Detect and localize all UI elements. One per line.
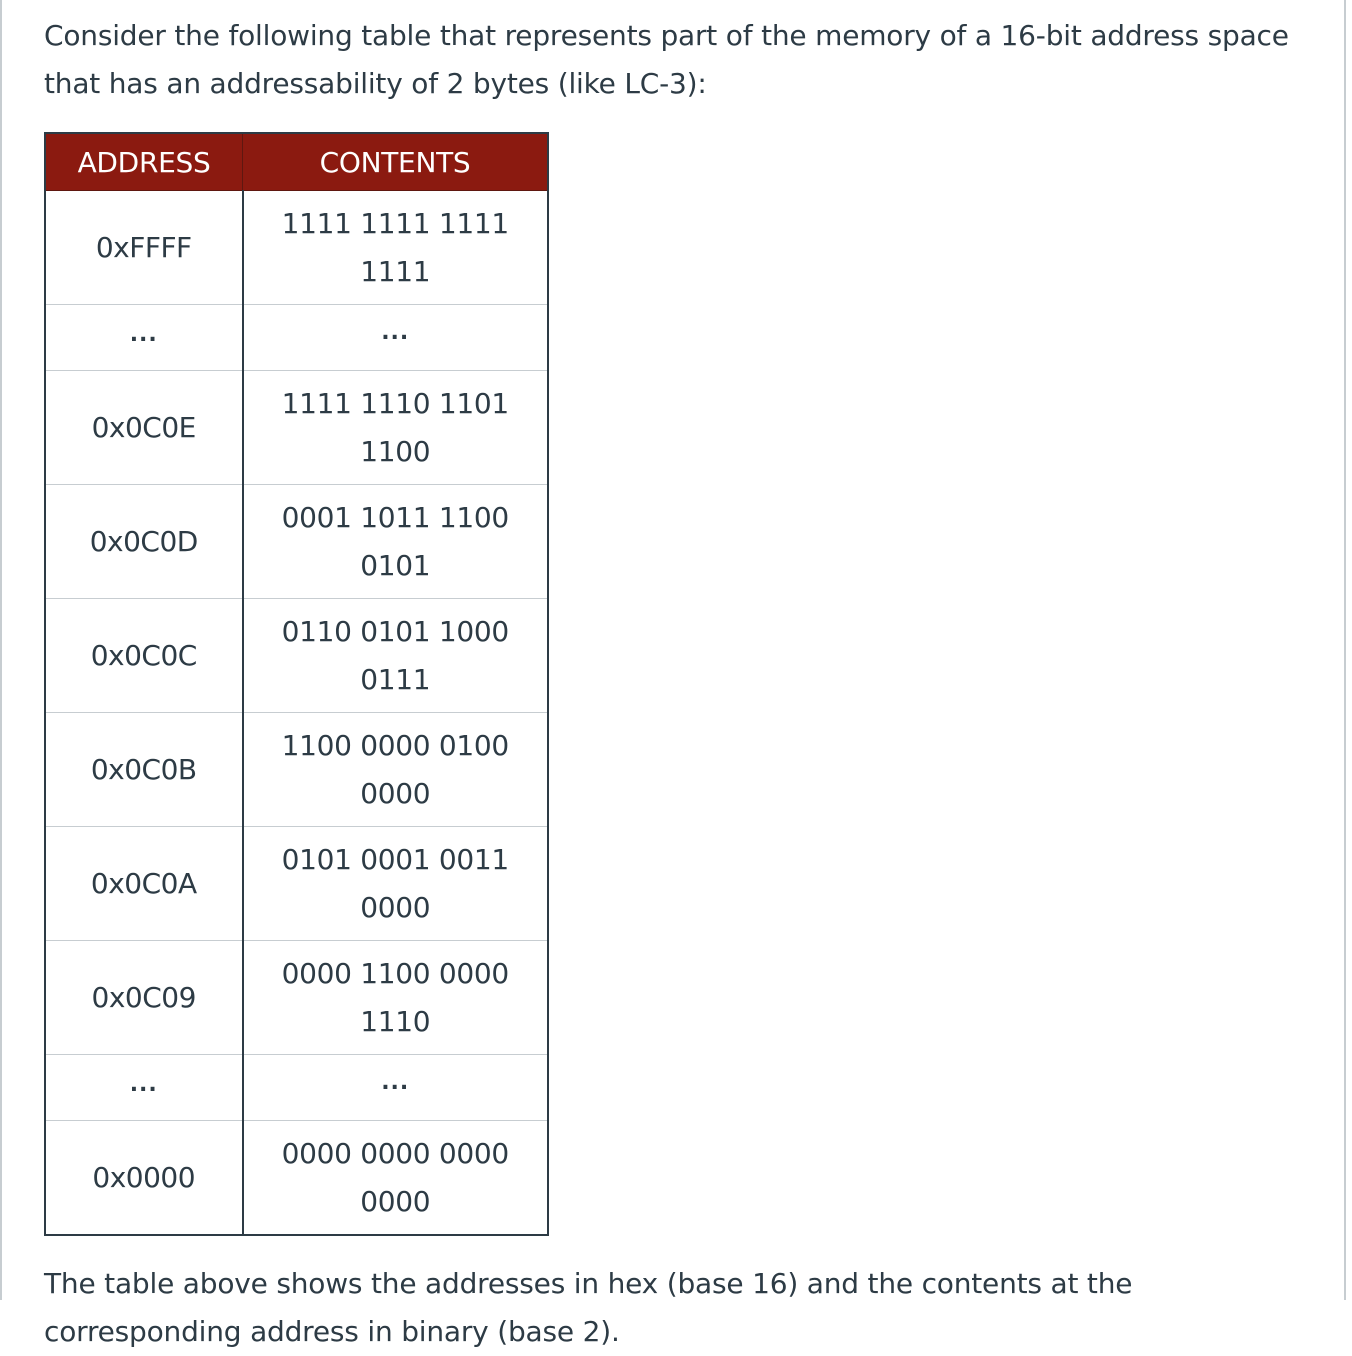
contents-cell [243, 305, 549, 371]
question-body [44, 12, 1314, 1356]
table-row [45, 599, 548, 713]
contents-cell: 0101 0001 0011 0000 [243, 827, 549, 941]
ellipsis: ... [381, 320, 410, 345]
contents-cell: 0001 1011 1100 0101 [243, 485, 549, 599]
address-cell: 0x0C0D [45, 485, 243, 599]
ellipsis: ... [129, 1072, 158, 1097]
contents-cell [243, 1055, 549, 1121]
contents-cell: 1100 0000 0100 0000 [243, 713, 549, 827]
address-cell [45, 1055, 243, 1121]
table-row-ellipsis [45, 1055, 548, 1121]
ellipsis: ... [129, 322, 158, 347]
table-row [45, 485, 548, 599]
contents-column-header: CONTENTS [243, 133, 549, 191]
table-header-row [45, 133, 548, 191]
contents-cell: 0000 0000 0000 0000 [243, 1121, 549, 1236]
outro-paragraph: The table above shows the addresses in hex (base 16) and the contents at the corresponding address in binary (base 2). [44, 1267, 1133, 1348]
address-column-header: ADDRESS [45, 133, 243, 191]
ellipsis: ... [381, 1070, 410, 1095]
table-row [45, 191, 548, 305]
address-cell: 0x0C0A [45, 827, 243, 941]
table-row [45, 713, 548, 827]
address-cell: 0x0C0C [45, 599, 243, 713]
address-cell: 0x0000 [45, 1121, 243, 1236]
address-cell: 0x0C0E [45, 371, 243, 485]
table-row [45, 371, 548, 485]
address-cell [45, 305, 243, 371]
intro-paragraph: Consider the following table that represents part of the memory of a 16-bit address space that has an addressability of 2 bytes (like LC-3): [44, 19, 1289, 100]
table-row-ellipsis [45, 305, 548, 371]
address-cell: 0x0C0B [45, 713, 243, 827]
contents-cell: 0110 0101 1000 0111 [243, 599, 549, 713]
contents-cell: 0000 1100 0000 1110 [243, 941, 549, 1055]
contents-cell: 1111 1111 1111 1111 [243, 191, 549, 305]
table-row [45, 827, 548, 941]
address-cell: 0xFFFF [45, 191, 243, 305]
table-row [45, 941, 548, 1055]
table-row [45, 1121, 548, 1236]
memory-table [44, 132, 549, 1236]
contents-cell: 1111 1110 1101 1100 [243, 371, 549, 485]
address-cell: 0x0C09 [45, 941, 243, 1055]
